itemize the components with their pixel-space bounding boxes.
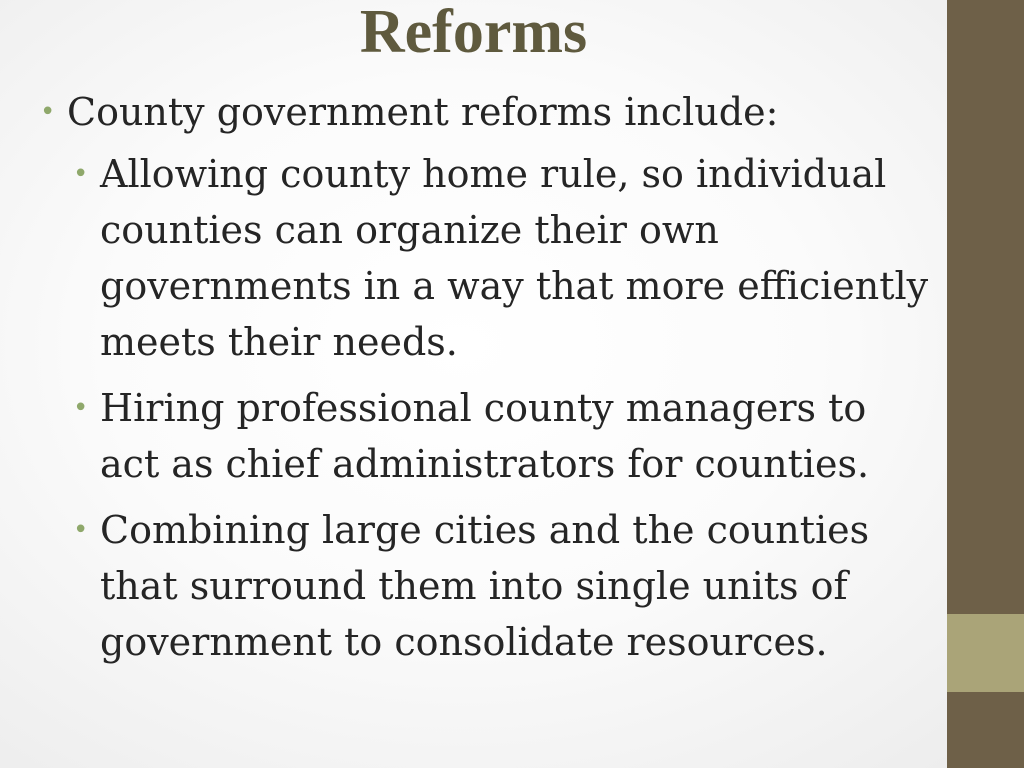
- bullet-item-3: [40, 380, 930, 492]
- bullet-text: Hiring professional county managers to act as chief administrators for counties.: [100, 386, 870, 486]
- slide-body: [40, 84, 930, 680]
- bullet-item-4: [40, 502, 930, 670]
- bullet-item-1: [40, 84, 930, 140]
- bullet-text: Allowing county home rule, so individual counties can organize their own governments in a way that more efficiently meets their needs.: [100, 152, 929, 364]
- bullet-dot-icon: •: [73, 159, 89, 189]
- bullet-dot-icon: •: [73, 515, 89, 545]
- bullet-text: County government reforms include:: [67, 90, 779, 134]
- slide-title: Reforms: [359, 0, 588, 66]
- bullet-dot-icon: •: [73, 393, 89, 423]
- bullet-text: Combining large cities and the counties that surround them into single units of government to consolidate resources.: [100, 508, 870, 664]
- bullet-dot-icon: •: [40, 97, 56, 127]
- side-bar-accent: [947, 614, 1024, 692]
- bullet-item-2: [40, 146, 930, 370]
